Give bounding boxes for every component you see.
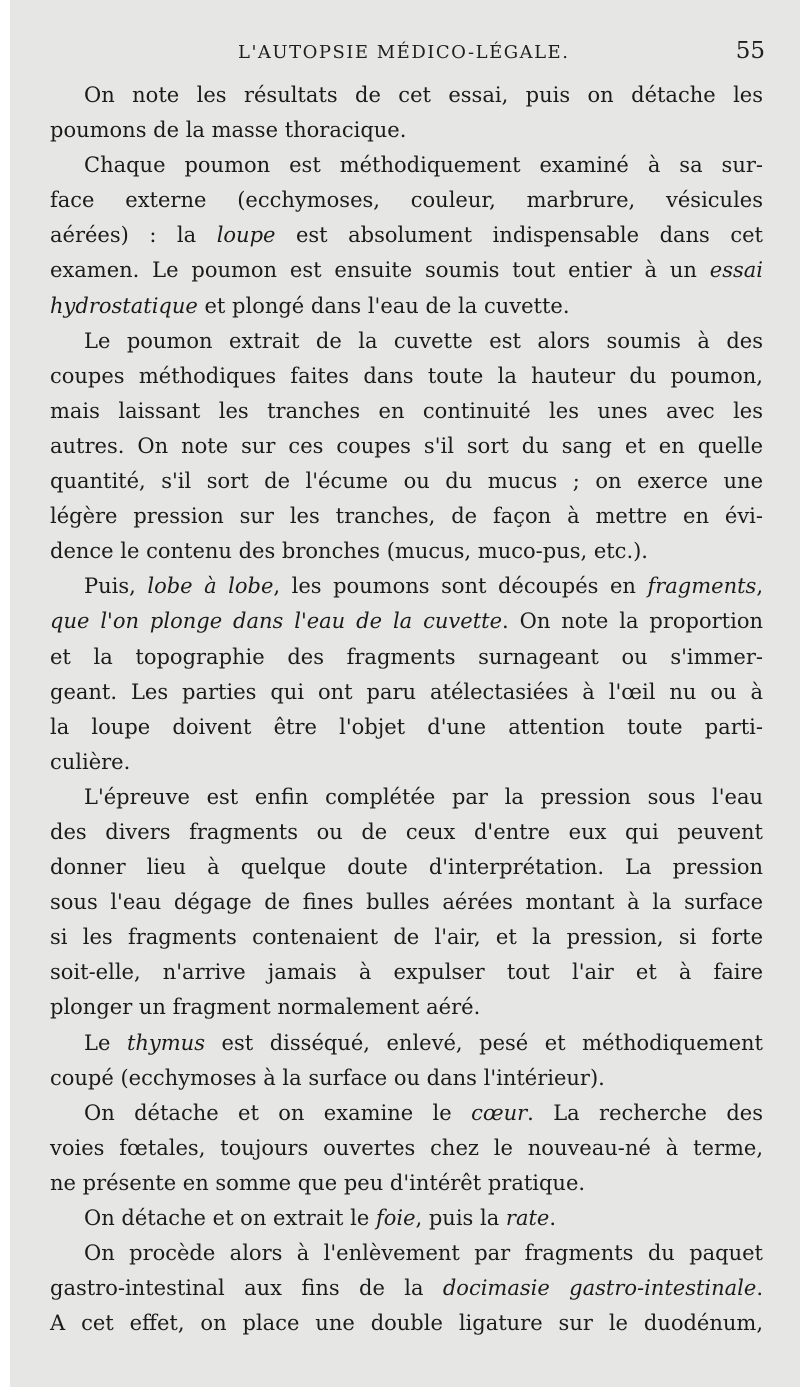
- text-line: voies fœtales, toujours ouvertes chez le nouveau-né à terme,: [50, 1135, 763, 1160]
- text-line: sous l'eau dégage de fines bulles aérées montant à la surface: [50, 890, 763, 915]
- text-line: mais laissant les tranches en continuité les unes avec les: [50, 398, 763, 423]
- text-line: Le thymus est disséqué, enlevé, pesé et méthodiquement: [84, 1030, 763, 1055]
- text-line: plonger un fragment normalement aéré.: [50, 995, 481, 1020]
- text-line: On note les résultats de cet essai, puis on détache les: [84, 83, 763, 107]
- page-header: [50, 38, 765, 72]
- text-line: On détache et on examine le cœur. La recherche des: [84, 1100, 764, 1125]
- text-line: donner lieu à quelque doute d'interprétation. La pression: [50, 855, 763, 880]
- text-line: la loupe doivent être l'objet d'une attention toute parti-: [50, 714, 763, 739]
- text-line: si les fragments contenaient de l'air, et la pression, si forte: [50, 925, 763, 950]
- running-head: L'AUTOPSIE MÉDICO-LÉGALE.: [238, 42, 570, 63]
- text-line: On procède alors à l'enlèvement par fragments du paquet: [84, 1241, 763, 1266]
- text-line: geant. Les parties qui ont paru atélectasiées à l'œil nu ou à: [50, 679, 763, 704]
- body-text: [50, 78, 763, 1341]
- text-line: coupes méthodiques faites dans toute la hauteur du poumon,: [50, 363, 763, 388]
- text-line: L'épreuve est enfin complétée par la pression sous l'eau: [84, 784, 763, 809]
- text-line: Chaque poumon est méthodiquement examiné à sa sur-: [84, 153, 763, 178]
- page-number: 55: [735, 38, 765, 64]
- text-line: légère pression sur les tranches, de façon à mettre en évi-: [50, 504, 763, 529]
- text-line: quantité, s'il sort de l'écume ou du mucus ; on exerce une: [50, 469, 763, 494]
- text-line: gastro-intestinal aux fins de la docimasie gastro-intestinale.: [50, 1276, 764, 1301]
- text-line: hydrostatique et plongé dans l'eau de la cuvette.: [50, 293, 570, 318]
- text-line: poumons de la masse thoracique.: [50, 118, 407, 143]
- text-line: coupé (ecchymoses à la surface ou dans l'intérieur).: [50, 1065, 605, 1090]
- text-line: ne présente en somme que peu d'intérêt pratique.: [50, 1170, 586, 1195]
- text-line: et la topographie des fragments surnageant ou s'immer-: [50, 644, 763, 669]
- text-line: Le poumon extrait de la cuvette est alors soumis à des: [84, 328, 763, 353]
- text-line: culière.: [50, 749, 131, 774]
- text-line: face externe (ecchymoses, couleur, marbrure, vésicules: [50, 188, 763, 213]
- text-line: des divers fragments ou de ceux d'entre eux qui peuvent: [50, 819, 763, 844]
- text-line: A cet effet, on place une double ligature sur le duodénum,: [50, 1311, 763, 1336]
- book-page: [10, 0, 800, 1387]
- text-line: que l'on plonge dans l'eau de la cuvette. On note la proportion: [50, 609, 763, 634]
- text-line: dence le contenu des bronches (mucus, muco-pus, etc.).: [50, 539, 648, 564]
- text-line: On détache et on extrait le foie, puis la rate.: [84, 1206, 557, 1230]
- text-line: examen. Le poumon est ensuite soumis tout entier à un essai: [50, 258, 763, 283]
- text-line: soit-elle, n'arrive jamais à expulser tout l'air et à faire: [50, 960, 763, 985]
- text-line: Puis, lobe à lobe, les poumons sont découpés en fragments,: [84, 574, 763, 599]
- text-line: autres. On note sur ces coupes s'il sort du sang et en quelle: [50, 433, 763, 458]
- text-line: aérées) : la loupe est absolument indispensable dans cet: [50, 223, 763, 248]
